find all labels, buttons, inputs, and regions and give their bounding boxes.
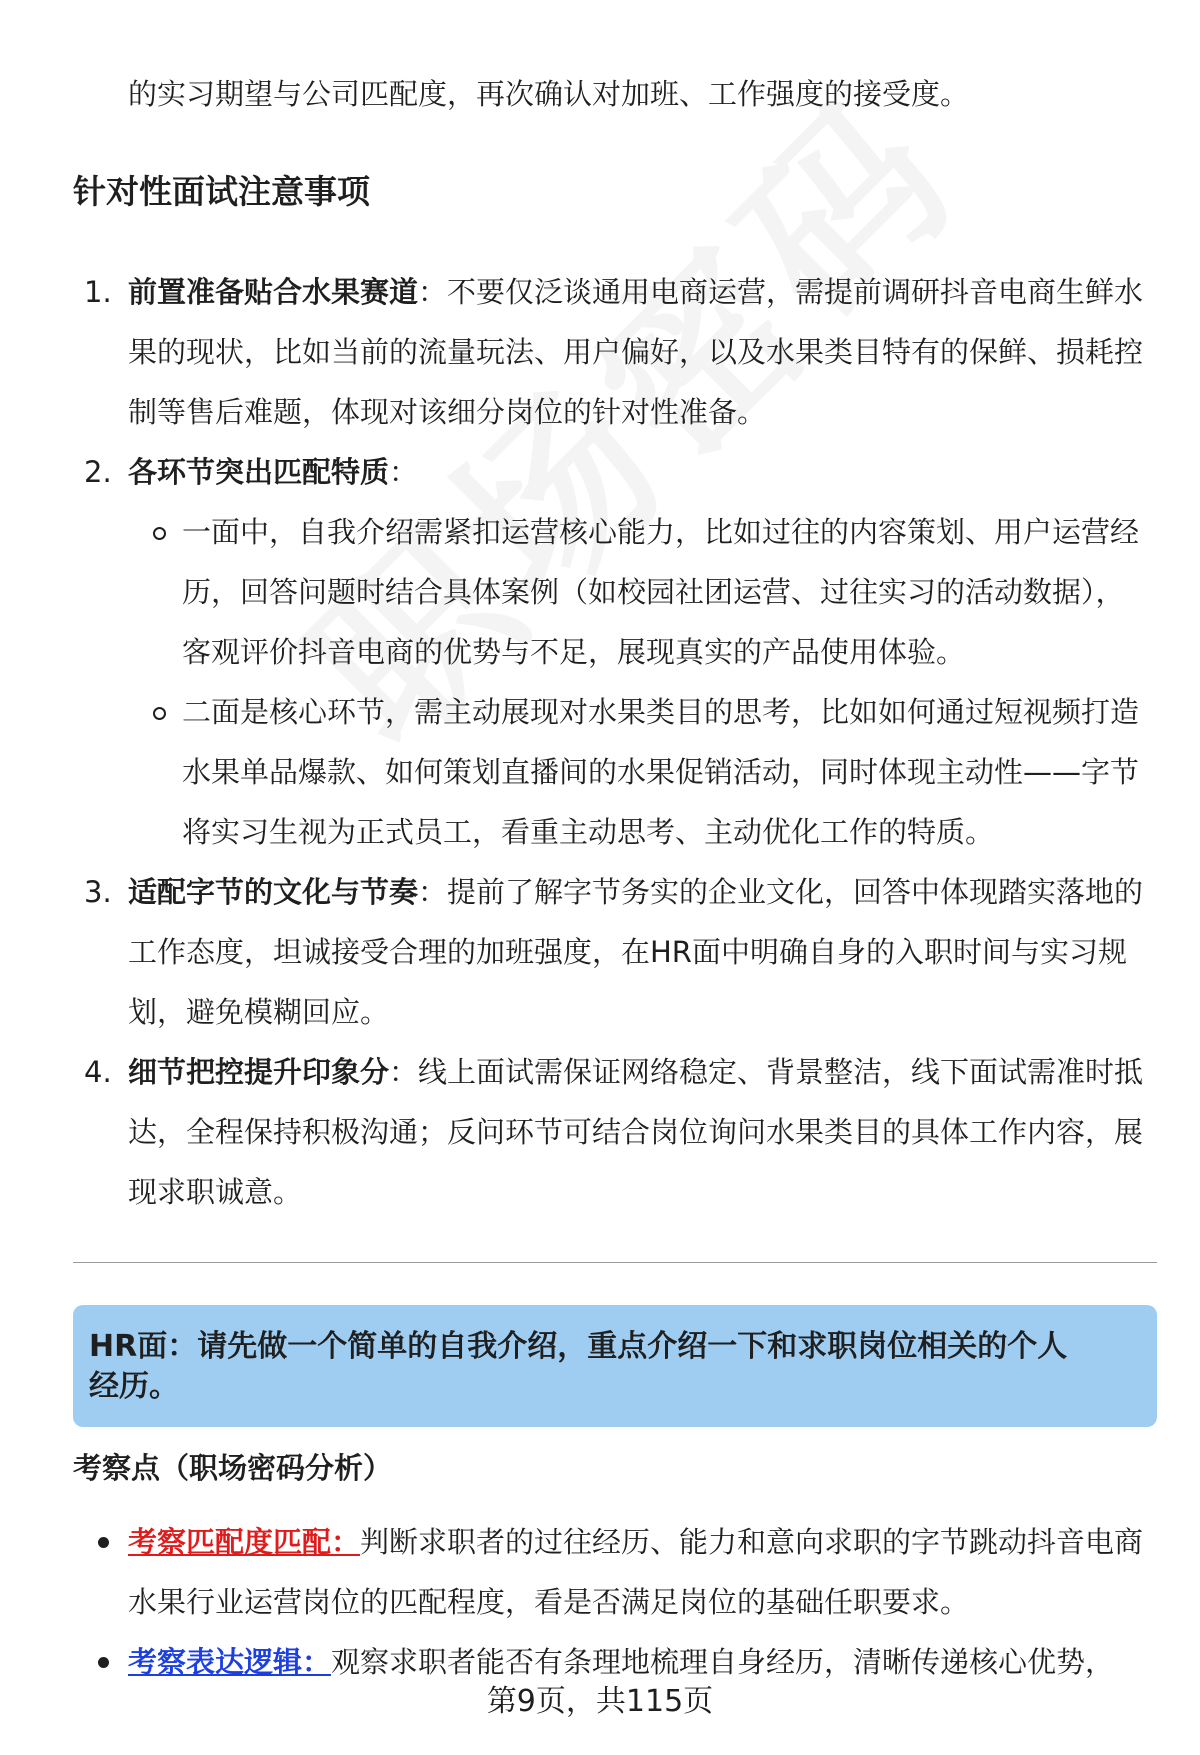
item-sep: ： bbox=[418, 275, 448, 309]
point-tag: 考察匹配度匹配： bbox=[128, 1525, 361, 1559]
item-sep: ： bbox=[389, 455, 419, 489]
sub-item-body: 二面是核心环节，需主动展现对水果类目的思考，比如如何通过短视频打造水果单品爆款、如何策划直播间的水果促销活动，同时体现主动性——字节将实习生视为正式员工，看重主动思考、主动优化工作的特质。 bbox=[182, 695, 1140, 849]
point-body: 判断求职者的过往经历、能力和意向求职的字节跳动抖音电商水果行业运营岗位的匹配程度，看是否满足岗位的基础任职要求。 bbox=[128, 1525, 1144, 1619]
list-item bbox=[0, 442, 1150, 502]
item-body: 提前了解字节务实的企业文化，回答中体现踏实落地的工作态度，坦诚接受合理的加班强度，在HR面中明确自身的入职时间与实习规划，避免模糊回应。 bbox=[128, 875, 1144, 1029]
point-tag: 考察表达逻辑： bbox=[128, 1645, 332, 1679]
continuation-paragraph: 的实习期望与公司匹配度，再次确认对加班、工作强度的接受度。 bbox=[128, 77, 970, 111]
item-title: 前置准备贴合水果赛道 bbox=[128, 275, 419, 309]
list-item bbox=[0, 262, 1150, 442]
list-item bbox=[0, 1512, 1150, 1632]
item-body: 线上面试需保证网络稳定、背景整洁，线下面试需准时抵达，全程保持积极沟通；反问环节可结合岗位询问水果类目的具体工作内容，展现求职诚意。 bbox=[128, 1055, 1144, 1209]
item-sep: ： bbox=[389, 1055, 419, 1089]
question-text: HR面：请先做一个简单的自我介绍，重点介绍一下和求职岗位相关的个人经历。 bbox=[89, 1329, 1068, 1404]
section-heading: 针对性面试注意事项 bbox=[73, 172, 370, 211]
sub-list-item bbox=[0, 502, 1150, 682]
tips-list bbox=[0, 262, 1200, 1222]
sub-list-item bbox=[0, 682, 1150, 862]
points-list bbox=[0, 1512, 1200, 1692]
analysis-heading: 考察点（职场密码分析） bbox=[73, 1451, 393, 1485]
hollow-bullet-icon bbox=[153, 707, 166, 720]
page-footer: 第9页，共115页 bbox=[486, 1684, 714, 1719]
item-title: 适配字节的文化与节奏 bbox=[128, 875, 419, 909]
horizontal-divider bbox=[73, 1262, 1157, 1263]
item-sep: ： bbox=[418, 875, 448, 909]
list-number: 4. bbox=[84, 1055, 112, 1089]
bullet-icon bbox=[98, 1537, 109, 1548]
list-item bbox=[0, 1042, 1150, 1222]
list-number: 2. bbox=[84, 455, 112, 489]
sub-item-body: 一面中，自我介绍需紧扣运营核心能力，比如过往的内容策划、用户运营经历，回答问题时结合具体案例（如校园社团运营、过往实习的活动数据），客观评价抖音电商的优势与不足，展现真实的产品使用体验。 bbox=[182, 515, 1140, 669]
item-title: 细节把控提升印象分 bbox=[128, 1055, 390, 1089]
item-body: 不要仅泛谈通用电商运营，需提前调研抖音电商生鲜水果的现状，比如当前的流量玩法、用户偏好，以及水果类目特有的保鲜、损耗控制等售后难题，体现对该细分岗位的针对性准备。 bbox=[128, 275, 1144, 429]
list-item bbox=[0, 862, 1150, 1042]
item-title: 各环节突出匹配特质 bbox=[128, 455, 390, 489]
point-body: 观察求职者能否有条理地梳理自身经历，清晰传递核心优势， bbox=[331, 1645, 1115, 1679]
list-number: 3. bbox=[84, 875, 112, 909]
list-number: 1. bbox=[84, 275, 112, 309]
hollow-bullet-icon bbox=[153, 527, 166, 540]
bullet-icon bbox=[98, 1657, 109, 1668]
question-callout bbox=[73, 1305, 1157, 1427]
